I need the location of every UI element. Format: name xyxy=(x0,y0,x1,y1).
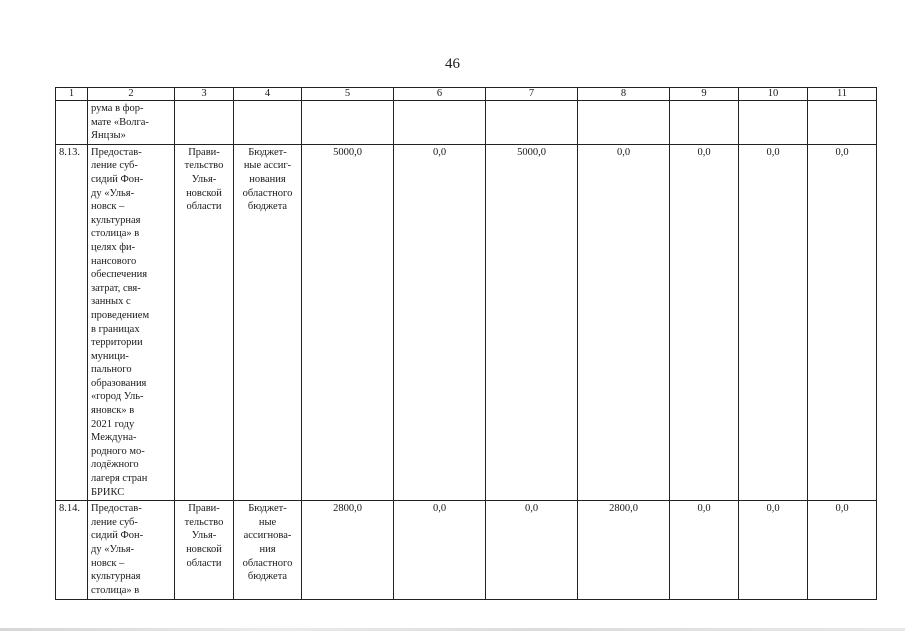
description-cell xyxy=(88,501,175,600)
source-cell xyxy=(234,101,302,145)
value-cell: 0,0 xyxy=(670,501,739,600)
table-row xyxy=(56,501,877,600)
budget-table xyxy=(55,87,877,600)
source-text: Бюджет- ные ассиг- нования областного бюджета xyxy=(242,146,293,213)
table-row-continuation xyxy=(56,101,877,145)
column-header: 11 xyxy=(808,88,877,101)
value-cell: 0,0 xyxy=(739,501,808,600)
value-cell: 0,0 xyxy=(808,501,877,600)
value-cell: 2800,0 xyxy=(578,501,670,600)
source-cell xyxy=(234,501,302,600)
value-cell xyxy=(670,101,739,145)
description-text: рума в фор- мате «Волга- Янцзы» xyxy=(91,103,149,142)
value-cell: 0,0 xyxy=(670,144,739,500)
executor-cell xyxy=(175,501,234,600)
column-header: 7 xyxy=(486,88,578,101)
value-cell xyxy=(808,101,877,145)
column-header: 8 xyxy=(578,88,670,101)
value-cell: 0,0 xyxy=(394,144,486,500)
value-cell: 0,0 xyxy=(808,144,877,500)
value-cell: 0,0 xyxy=(394,501,486,600)
column-header: 4 xyxy=(234,88,302,101)
row-index-cell: 8.14. xyxy=(56,501,88,600)
executor-cell xyxy=(175,101,234,145)
value-cell: 0,0 xyxy=(486,501,578,600)
column-header: 1 xyxy=(56,88,88,101)
executor-text: Прави- тельство Улья- новской области xyxy=(184,503,224,569)
column-header: 6 xyxy=(394,88,486,101)
source-text: Бюджет- ные ассигнова- ния областного бюджета xyxy=(242,503,293,583)
value-cell: 0,0 xyxy=(739,144,808,500)
table-row xyxy=(56,144,877,500)
value-cell xyxy=(302,101,394,145)
value-cell xyxy=(394,101,486,145)
executor-text: Прави- тельство Улья- новской области xyxy=(184,146,224,213)
value-cell: 5000,0 xyxy=(486,144,578,500)
value-cell: 5000,0 xyxy=(302,144,394,500)
page-number: 46 xyxy=(445,56,460,72)
value-cell: 0,0 xyxy=(578,144,670,500)
description-text: Предостав- ление суб- сидий Фон- ду «Улья- новск – культурная столица» в целях фи- нансового обеспечения затрат, свя- занных с проведением в границах территории муници- пального образования «город Уль- яновск» в 2021 году Междуна- родного мо- лодёжного лагеря стран БРИКС xyxy=(91,146,150,498)
column-header: 2 xyxy=(88,88,175,101)
executor-cell xyxy=(175,144,234,500)
scan-edge-artifact xyxy=(0,628,905,631)
row-index-cell: 8.13. xyxy=(56,144,88,500)
value-cell xyxy=(486,101,578,145)
description-cell xyxy=(88,101,175,145)
description-text: Предостав- ление суб- сидий Фон- ду «Улья- новск – культурная столица» в xyxy=(91,503,144,596)
column-header: 10 xyxy=(739,88,808,101)
source-cell xyxy=(234,144,302,500)
table-header-row xyxy=(56,88,877,101)
value-cell xyxy=(578,101,670,145)
column-header: 5 xyxy=(302,88,394,101)
description-cell xyxy=(88,144,175,500)
column-header: 9 xyxy=(670,88,739,101)
value-cell: 2800,0 xyxy=(302,501,394,600)
column-header: 3 xyxy=(175,88,234,101)
value-cell xyxy=(739,101,808,145)
row-index-cell xyxy=(56,101,88,145)
